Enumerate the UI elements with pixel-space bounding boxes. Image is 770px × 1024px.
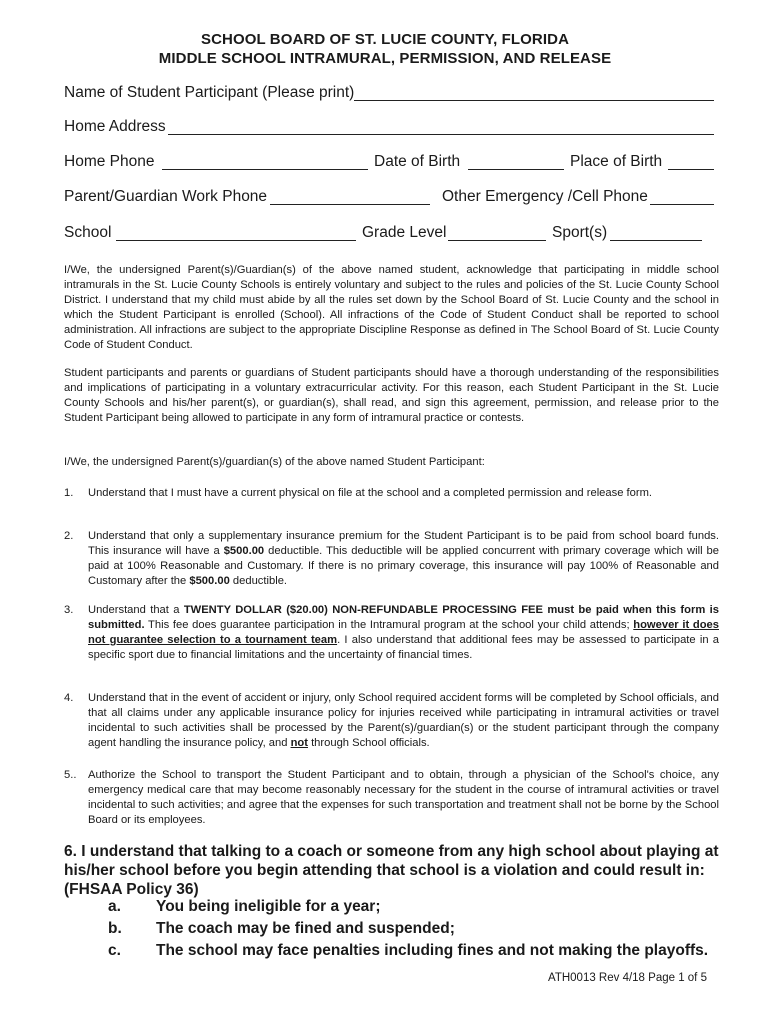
item-number: 2. [64, 530, 74, 542]
item-number: 1. [64, 487, 74, 499]
form-page: SCHOOL BOARD OF ST. LUCIE COUNTY, FLORIDA MIDDLE SCHOOL INTRAMURAL, PERMISSION, AND RELEASE Name of Student Participant (Please print) Home Address Home Phone Date of Birth Place of Birth Parent/Guardian Work Phone Other Emergency /Cell Phone School Grade Level Sport(s) I/We, the undersigned Parent(s)/Guardian(s) of the above named student, acknowledge that participating in middle school intramurals in the St. Lucie County Schools is entirely voluntary and subject to the rules and policies of the St. Lucie County School District. I understand that my child must abide by all the rules set down by the School Board of St. Lucie County and the school in which the Student Participant is enrolled (School). All infractions of the Code of Student Conduct shall be reported to school administration. All infractions are subject to the appropriate Discipline Response as defined in The School Board of St. Lucie County Code of Student Conduct. Student participants and parents or guardians of Student participants should have a thorough understanding of the responsibilities and implications of participating in a voluntary extracurricular activity. For this reason, each Student Participant in the St. Lucie County Schools and his/her parent(s), or guardian(s), shall read, and sign this agreement, permission, and release prior to the Student Participant being allowed to participate in any form of intramural practice or contests. I/We, the undersigned Parent(s)/guardian(s) of the above named Student Participant: 1. Understand that I must have a current physical on file at the school and a completed permission and release form. 2. Understand that only a supplementary insurance premium for the Student Participant is to be paid from school board funds. This insurance will have a $500.00 deductible. This deductible will be applied concurrent with primary coverage which will be paid at 100% Reasonable and Customary. If there is no primary coverage, this insurance will pay 100% of Reasonable and Customary after the $500.00 deductible. 3. Understand that a TWENTY DOLLAR ($20.00) NON-REFUNDABLE PROCESSING FEE must be paid when this form is submitted. This fee does guarantee participation in the Intramural program at the school your child attends; however it does not guarantee selection to a tournament team. I also understand that additional fees may be assessed to participate in a specific sport due to financial limitations and the uncertainty of financial times. 4. Understand that in the event of accident or injury, only School required accident forms will be completed by School officials, and that all claims under any applicable insurance policy for injuries received while participating in intramural activities or travel incidental to such activities shall be processed by the Parent(s)/guardian(s) or the student participant through the company agent handling the insurance policy, and not through School officials. 5.. Authorize the School to transport the Student Participant and to obtain, through a physician of the School's choice, any emergency medical care that may become reasonably necessary for the student in the course of intramural activities or travel incidental to such activities; and agree that the expenses for such transportation and treatment shall not be borne by the School Board or its employees. 6. I understand that talking to a coach or someone from any high school about playing at his/her school before you begin attending that school is a violation and could result in: (FHSAA Policy 36) a. You being ineligible for a year; b. The coach may be fined and suspended; c. The school may face penalties including fines and not making the playoffs. ATH0013 Rev 4/18 Page 1 of 5 [0, 0, 770, 1024]
school-line[interactable] [116, 226, 356, 241]
item-text: Understand that in the event of accident or injury, only School required accident forms will be completed by School officials, and that all claims under any applicable insurance policy for injuries received while participating in intramural activities or travel incidental to such activities shall be processed by the Parent(s)/guardian(s) or the student participant through the company agent handling the insurance policy, and not through School officials. [88, 692, 719, 749]
page-footer: ATH0013 Rev 4/18 Page 1 of 5 [548, 972, 707, 984]
item-text: Understand that a TWENTY DOLLAR ($20.00) NON-REFUNDABLE PROCESSING FEE must be paid when this form is submitted. This fee does guarantee participation in the Intramural program at the school your child attends; however it does not guarantee selection to a tournament team. I also understand that additional fees may be assessed to participate in a specific sport due to financial limitations and the uncertainty of financial times. [88, 604, 719, 661]
home-address-row [64, 118, 724, 140]
emergency-phone-line[interactable] [650, 190, 714, 205]
school-grade-row [64, 224, 724, 246]
sports-label: Sport(s) [552, 224, 608, 241]
item-number: 3. [64, 604, 74, 616]
date-of-birth-line[interactable] [468, 155, 564, 170]
place-of-birth-label: Place of Birth [570, 153, 663, 170]
student-name-row [64, 84, 724, 106]
emergency-phone-label: Other Emergency /Cell Phone [442, 188, 648, 205]
school-label: School [64, 224, 112, 241]
work-emergency-row [64, 188, 724, 210]
student-name-label: Name of Student Participant (Please print) [64, 84, 355, 101]
student-name-line[interactable] [354, 86, 714, 101]
item-text: Understand that I must have a current physical on file at the school and a completed permission and release form. [88, 487, 653, 499]
item-text: Authorize the School to transport the Student Participant and to obtain, through a physician of the School's choice, any emergency medical care that may become reasonably necessary for the student in the course of intramural activities or travel incidental to such activities; and agree that the expenses for such transportation and treatment shall not be borne by the School Board or its employees. [88, 769, 719, 826]
date-of-birth-label: Date of Birth [374, 153, 461, 170]
home-phone-label: Home Phone [64, 153, 155, 170]
header-line-1: SCHOOL BOARD OF ST. LUCIE COUNTY, FLORIDA [201, 31, 569, 48]
sports-line[interactable] [610, 226, 702, 241]
item-number: 4. [64, 692, 74, 704]
home-phone-line[interactable] [162, 155, 368, 170]
parent-work-phone-label: Parent/Guardian Work Phone [64, 188, 268, 205]
grade-level-label: Grade Level [362, 224, 447, 241]
place-of-birth-line[interactable] [668, 155, 714, 170]
header-line-2: MIDDLE SCHOOL INTRAMURAL, PERMISSION, AND RELEASE [158, 50, 612, 67]
item-number: 5.. [64, 769, 77, 781]
grade-level-line[interactable] [448, 226, 546, 241]
item-text: Understand that only a supplementary insurance premium for the Student Participant is to be paid from school board funds. This insurance will have a $500.00 deductible. This deductible will be applied concurrent with primary coverage which will be paid at 100% Reasonable and Customary. If there is no primary coverage, this insurance will pay 100% of Reasonable and Customary after the $500.00 deductible. [88, 530, 720, 587]
home-address-line[interactable] [168, 120, 714, 135]
home-address-label: Home Address [64, 118, 166, 135]
form-header [0, 30, 770, 68]
parent-work-phone-line[interactable] [270, 190, 430, 205]
phone-birth-row [64, 153, 724, 175]
fhsaa-warning: 6. I understand that talking to a coach or someone from any high school about playing at his/her school before you begin attending that school is a violation and could result in: (FHSAA Policy 36) [64, 843, 719, 898]
responsibilities-paragraph: Student participants and parents or guardians of Student participants should have a thorough understanding of the responsibilities and implications of participating in a voluntary extracurricular activity. For this reason, each Student Participant in the St. Lucie County Schools and his/her parent(s), or guardian(s), shall read, and sign this agreement, permission, and release prior to the Student Participant being allowed to participate in any form of intramural practice or contests. [64, 367, 719, 424]
undersigned-paragraph: I/We, the undersigned Parent(s)/guardian(s) of the above named Student Participant: [64, 456, 485, 468]
acknowledgement-paragraph: I/We, the undersigned Parent(s)/Guardian(s) of the above named student, acknowledge that participating in middle school intramurals in the St. Lucie County Schools is entirely voluntary and subject to the rules and policies of the St. Lucie County School District. I understand that my child must abide by all the rules set down by the School Board of St. Lucie County and the school in which the Student Participant is enrolled (School). All infractions of the Code of Student Conduct shall be reported to school administration. All infractions are subject to the appropriate Discipline Response as defined in The School Board of St. Lucie County Code of Student Conduct. [64, 264, 719, 351]
